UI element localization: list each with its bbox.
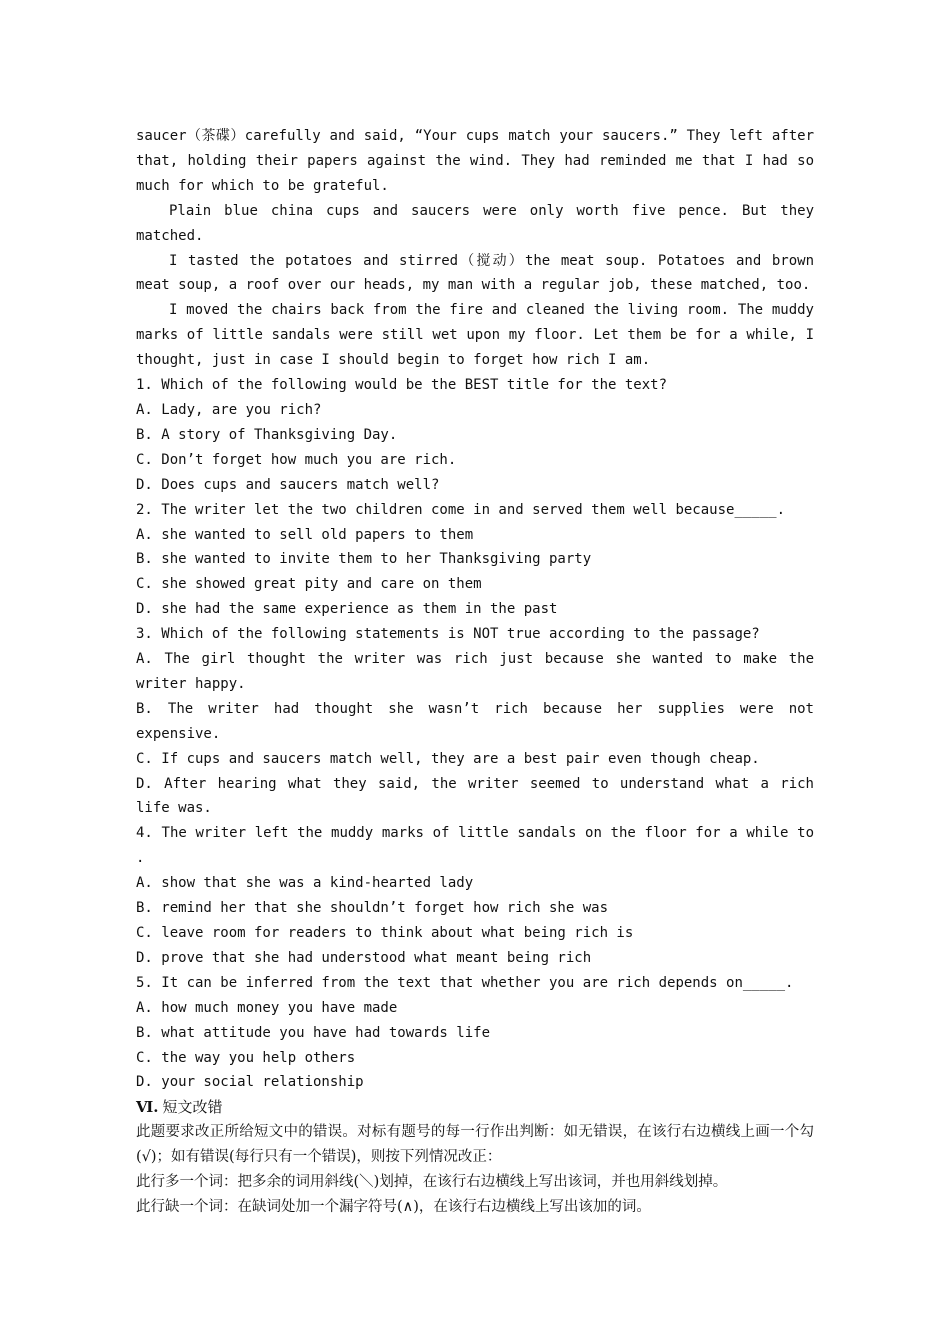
section-numeral: Ⅵ. [136,1098,159,1117]
question-option: D. prove that she had understood what meant being rich [136,949,592,966]
question-stem: 3. Which of the following statements is NOT true according to the passage? [136,626,760,643]
question-option: D. After hearing what they said, the writer seemed to understand what a rich life was. [136,775,814,817]
question-block [136,971,814,1096]
question-stem: 4. The writer left the muddy marks of little sandals on the floor for a while to . [136,825,814,867]
question-option: C. the way you help others [136,1049,356,1066]
document-content [136,124,814,1220]
question-option: B. remind her that she shouldn’t forget how rich she was [136,900,609,917]
question-stem: 1. Which of the following would be the BEST title for the text? [136,377,668,394]
section-instruction: 此行多一个词：把多余的词用斜线(＼)划掉，在该行右边横线上写出该词，并也用斜线划掉。 [136,1174,728,1191]
question-option: A. she wanted to sell old papers to them [136,526,474,543]
question-option: A. show that she was a kind-hearted lady [136,875,474,892]
question-option: A. Lady, are you rich? [136,401,322,418]
question-option: A. how much money you have made [136,999,398,1016]
question-option: D. your social relationship [136,1074,364,1091]
question-stem: 2. The writer let the two children come in and served them well because_____. [136,501,786,518]
question-block [136,498,814,623]
passage-paragraph: saucer（茶碟）carefully and said, “Your cups match your saucers.” They left after that, holding their papers against the wind. They had reminded me that I had so much for which to be grateful. [136,128,814,194]
question-option: C. If cups and saucers match well, they are a best pair even though cheap. [136,750,760,767]
question-option: B. The writer had thought she wasn’t rich because her supplies were not expensive. [136,700,814,742]
question-option: C. leave room for readers to think about what being rich is [136,925,634,941]
section-instruction: 此行缺一个词：在缺词处加一个漏字符号(∧)，在该行右边横线上写出该加的词。 [136,1198,651,1215]
question-option: B. A story of Thanksgiving Day. [136,426,398,443]
question-option: D. she had the same experience as them in the past [136,601,558,618]
question-block [136,622,814,821]
section-instruction: 此题要求改正所给短文中的错误。对标有题号的每一行作出判断：如无错误，在该行右边横线上画一个勾(√)；如有错误(每行只有一个错误)，则按下列情况改正： [136,1124,814,1166]
question-stem: 5. It can be inferred from the text that whether you are rich depends on_____. [136,974,794,991]
passage-paragraph: I moved the chairs back from the fire and cleaned the living room. The muddy marks of little sandals were still wet upon my floor. Let them be for a while, I thought, just in case I should begin to forget how rich I am. [136,302,814,369]
question-option: A. The girl thought the writer was rich just because she wanted to make the writer happy. [136,651,814,692]
section-title: 短文改错 [162,1098,223,1117]
question-option: D. Does cups and saucers match well? [136,476,440,493]
question-block [136,373,814,498]
question-option: B. what attitude you have had towards life [136,1024,491,1041]
question-option: C. Don’t forget how much you are rich. [136,451,457,468]
question-option: C. she showed great pity and care on them [136,576,482,593]
section-heading [136,1095,814,1120]
passage-paragraph: I tasted the potatoes and stirred（搅动）the meat soup. Potatoes and brown meat soup, a roof over our heads, my man with a regular job, these matched, too. [136,252,814,294]
question-option: B. she wanted to invite them to her Thanksgiving party [136,551,592,568]
question-block [136,821,814,970]
passage-paragraph: Plain blue china cups and saucers were only worth five pence. But they matched. [136,202,814,244]
